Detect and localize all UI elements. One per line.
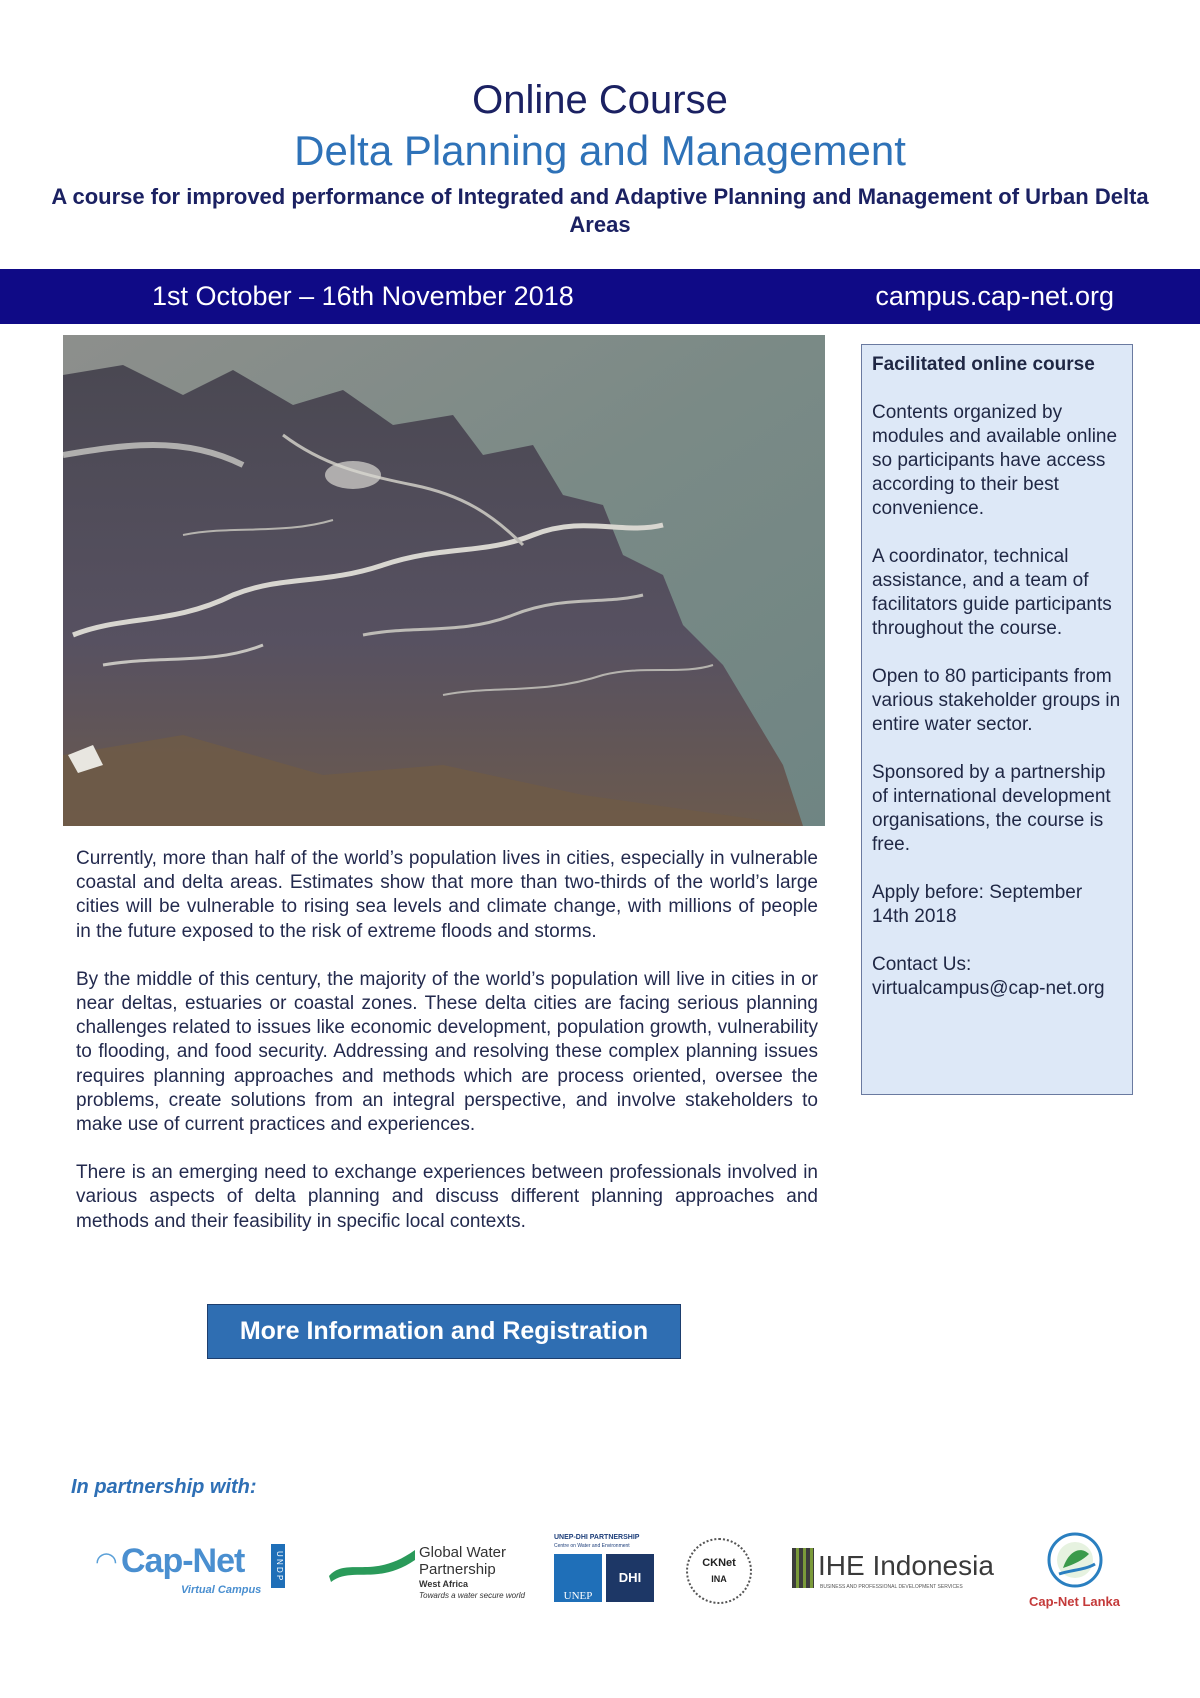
description-paragraph: There is an emerging need to exchange experiences between professionals involved in various aspects of delta planning and discuss different planning approaches and methods and their feasibility in specific local contexts. — [76, 1162, 818, 1232]
wifi-icon: ◠ — [95, 1546, 118, 1576]
apply-deadline: Apply before: September 14th 2018 — [872, 882, 1083, 927]
wave-icon — [327, 1546, 417, 1586]
ihe-indonesia-logo[interactable]: IHE Indonesia BUSINESS AND PROFESSIONAL DEVELOPMENT SERVICES — [792, 1548, 992, 1596]
unep-mark: UNEP — [554, 1554, 602, 1602]
cknet-ina-logo[interactable]: CKNet INA — [686, 1538, 752, 1604]
undp-mark: U N D P — [271, 1544, 285, 1588]
info-paragraph: Contents organized by modules and available online so participants have access according to their best convenience. — [872, 402, 1118, 519]
capnet-logo[interactable]: ◠ Cap-Net Virtual Campus U N D P — [95, 1542, 284, 1596]
course-type: Online Course — [472, 78, 728, 122]
delta-aerial-photo — [63, 335, 825, 826]
globe-icon — [1045, 1530, 1105, 1590]
description-paragraph: Currently, more than half of the world’s population lives in cities, especially in vulnerable coastal and delta areas. Estimates show that more than two-thirds of the world’s large cities will be vulnerable to rising sea levels and climate change, with millions of people in the future exposed to the risk of extreme floods and storms. — [76, 848, 818, 942]
info-paragraph: Sponsored by a partnership of international development organisations, the course is free. — [872, 762, 1111, 855]
course-info-box — [861, 344, 1133, 1095]
dhi-mark: DHI — [606, 1554, 654, 1602]
header — [0, 75, 1200, 239]
registration-button[interactable]: More Information and Registration — [207, 1304, 681, 1359]
course-description — [76, 847, 818, 1258]
gwp-logo[interactable]: Global Water Partnership West Africa Towards a water secure world — [327, 1538, 527, 1602]
course-subtitle: A course for improved performance of Integrated and Adaptive Planning and Management of Urban Delta Areas — [51, 184, 1149, 237]
contact-email-link[interactable]: virtualcampus@cap-net.org — [872, 978, 1105, 999]
unep-dhi-logo[interactable]: UNEP-DHI PARTNERSHIP Centre on Water and Environment UNEP DHI — [552, 1534, 662, 1606]
course-dates: 1st October – 16th November 2018 — [152, 281, 574, 311]
date-banner — [0, 269, 1200, 324]
campus-link[interactable]: campus.cap-net.org — [875, 281, 1114, 311]
partners-label: In partnership with: — [71, 1476, 257, 1498]
info-box-heading: Facilitated online course — [872, 354, 1095, 375]
description-paragraph: By the middle of this century, the majority of the world’s population will live in cities in or near deltas, estuaries or coastal zones. These delta cities are facing serious planning challenges related to issues like economic development, population growth, vulnerability to flooding, and food security. Addressing and resolving these complex planning issues requires planning approaches and methods which are process oriented, oversee the problems, create solutions from an integral perspective, and involve stakeholders to make use of current practices and experiences. — [76, 968, 818, 1136]
course-title: Delta Planning and Management — [294, 127, 906, 174]
info-paragraph: A coordinator, technical assistance, and a team of facilitators guide participants throughout the course. — [872, 546, 1112, 639]
bamboo-icon — [792, 1548, 814, 1588]
contact-label: Contact Us: — [872, 954, 972, 975]
info-paragraph: Open to 80 participants from various stakeholder groups in entire water sector. — [872, 666, 1121, 735]
capnet-lanka-logo[interactable]: Cap-Net Lanka — [1025, 1530, 1125, 1610]
